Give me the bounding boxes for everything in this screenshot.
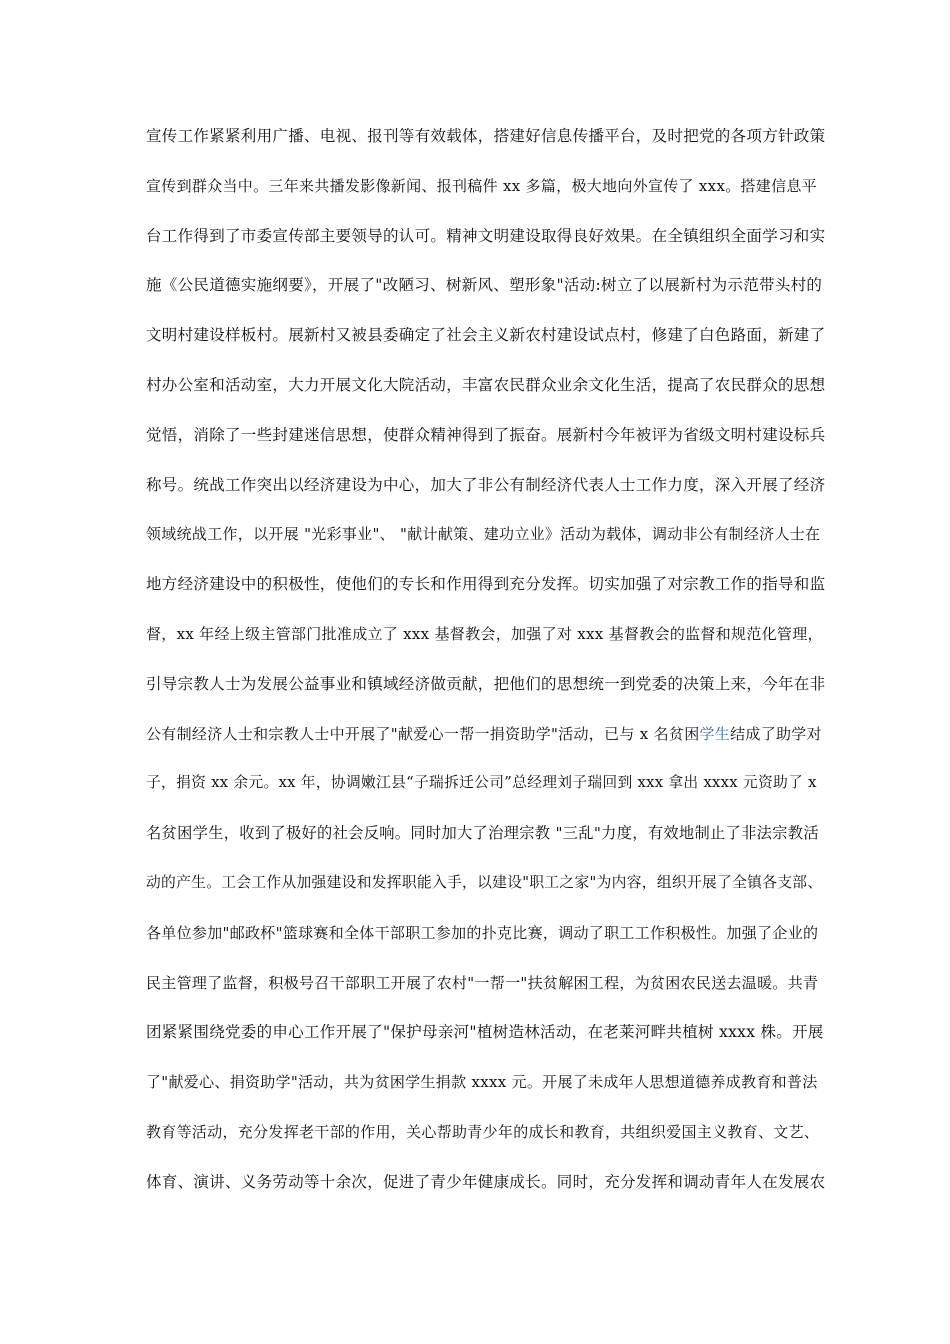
- text-line-15: 名贫困学生，收到了极好的社会反响。同时加大了治理宗教 "三乱"力度，有效地制止了非法宗教活: [146, 824, 819, 843]
- text-line-16: 动的产生。工会工作从加强建设和发挥职能入手，以建设"职工之家"为内容，组织开展了全镇各支部、: [146, 873, 823, 891]
- text-line-2: 宣传到群众当中。三年来共播发影像新闻、报刊稿件 xx 多篇，极大地向外宣传了 xxx。搭建信息平: [146, 176, 818, 195]
- text-line-6: 村办公室和活动室，大力开展文化大院活动，丰富农民群众业余文化生活，提高了农民群众的思想: [146, 375, 826, 394]
- text-line-14: 子，捐资 xx 余元。xx 年，协调嫩江县“子瑞拆迁公司”总经理刘子瑞回到 xxx 拿出 xxxx 元资助了 x: [146, 774, 817, 792]
- text-line-13: [146, 722, 826, 772]
- text-line-9: 领域统战工作，以开展 "光彩事业"、 "献计献策、建功立业》活动为载体，调动非公有制经济人士在: [146, 525, 821, 544]
- student-link[interactable]: 学生: [699, 724, 731, 743]
- body-text: [146, 124, 826, 1220]
- text-line-8: 称号。统战工作突出以经济建设为中心，加大了非公有制经济代表人士工作力度，深入开展了经济: [146, 475, 826, 494]
- text-line-18: 民主管理了监督，积极号召干部职工开展了农村"一帮一"扶贫解困工程，为贫困农民送去温暖。共青: [146, 973, 819, 992]
- text-line-5: 文明村建设样板村。展新村又被县委确定了社会主义新农村建设试点村，修建了白色路面，新建了: [146, 326, 826, 345]
- text-line-20: 了"献爱心、捐资助学"活动，共为贫困学生捐款 xxxx 元。开展了未成年人思想道德养成教育和普法: [146, 1073, 818, 1092]
- text-line-19: 团紧紧围绕党委的申心工作开展了"保护母亲河"植树造林活动，在老莱河畔共植树 xxxx 株。开展: [146, 1023, 824, 1042]
- text-line-13-after: 结成了助学对: [730, 724, 822, 743]
- text-line-4: 施《公民道德实施纲要》，开展了"改陋习、树新风、塑形象"活动:树立了以展新村为示范带头村的: [146, 276, 823, 295]
- text-line-21: 教育等活动，充分发挥老干部的作用，关心帮助青少年的成长和教育，共组织爱国主义教育、文艺、: [146, 1122, 820, 1141]
- text-line-3: 台工作得到了市委宣传部主要领导的认可。精神文明建设取得良好效果。在全镇组织全面学习和实: [146, 226, 826, 245]
- text-line-13-before: 公有制经济人士和宗教人士中开展了"献爱心一帮一捐资助学"活动，已与 x 名贫困: [146, 724, 700, 743]
- text-line-12: 引导宗教人士为发展公益事业和镇域经济做贡献，把他们的思想统一到党委的决策上来，今年在非: [146, 674, 826, 693]
- text-line-17: 各单位参加"邮政杯"篮球赛和全体干部职工参加的扑克比赛，调动了职工工作积极性。加强了企业的: [146, 923, 819, 942]
- text-line-1: 宣传工作紧紧利用广播、电视、报刊等有效载体，搭建好信息传播平台，及时把党的各项方针政策: [146, 127, 826, 145]
- text-line-22: 体育、演讲、义务劳动等十余次，促进了青少年健康成长。同时，充分发挥和调动青年人在发展农: [146, 1172, 826, 1191]
- text-line-11: 督，xx 年经上级主管部门批准成立了 xxx 基督教会，加强了对 xxx 基督教会的监督和规范化管理，: [146, 624, 823, 643]
- text-line-7: 觉悟，消除了一些封建迷信思想，使群众精神得到了振奋。展新村今年被评为省级文明村建设标兵: [146, 425, 826, 444]
- text-line-10: 地方经济建设中的积极性，使他们的专长和作用得到充分发挥。切实加强了对宗教工作的指导和监: [146, 575, 826, 594]
